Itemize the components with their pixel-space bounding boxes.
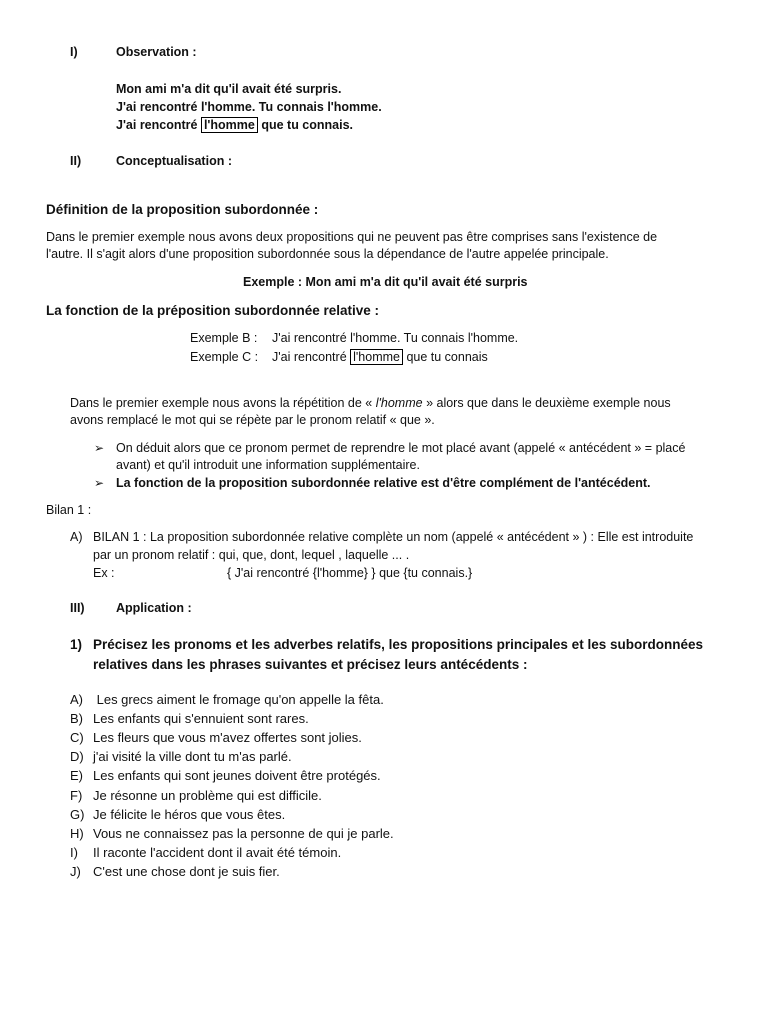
list-item bbox=[70, 692, 384, 707]
list-item bbox=[70, 730, 362, 745]
exercise-number: 1) bbox=[70, 637, 83, 652]
list-item-text: Je félicite le héros que vous êtes. bbox=[93, 807, 286, 822]
bilan-line-1: BILAN 1 : La proposition subordonnée relative complète un nom (appelé « antécédent » ) : Elle est introduite bbox=[93, 530, 694, 544]
example-b-label: Exemple B : bbox=[190, 331, 258, 345]
bullet-1-line-1: On déduit alors que ce pronom permet de reprendre le mot placé avant (appelé « antécédent » = placé bbox=[116, 441, 686, 455]
observation-line-3-start: J'ai rencontré bbox=[116, 118, 201, 132]
list-item-text: Il raconte l'accident dont il avait été témoin. bbox=[93, 845, 342, 860]
list-item bbox=[70, 864, 280, 879]
list-item-text: Les enfants qui s'ennuient sont rares. bbox=[93, 711, 309, 726]
section-2-number: II) bbox=[70, 154, 82, 168]
section-3-number: III) bbox=[70, 601, 85, 615]
list-item-letter: H) bbox=[70, 826, 84, 841]
definition-para-line-2: l'autre. Il s'agit alors d'une proposition subordonnée sous la dépendance de l'autre appelée principale. bbox=[46, 247, 609, 261]
fonction-para-line-2: avons remplacé le mot qui se répète par le pronom relatif « que ». bbox=[70, 413, 435, 427]
list-item-text: j'ai visité la ville dont tu m'as parlé. bbox=[93, 749, 292, 764]
example-c-boxed-word: l'homme bbox=[350, 349, 403, 365]
definition-heading: Définition de la proposition subordonnée : bbox=[46, 202, 319, 217]
list-item-text: Les enfants qui sont jeunes doivent être protégés. bbox=[93, 768, 381, 783]
list-item-text: Vous ne connaissez pas la personne de qui je parle. bbox=[93, 826, 394, 841]
list-item-text: Les grecs aiment le fromage qu'on appelle la fêta. bbox=[93, 692, 384, 707]
list-item bbox=[70, 749, 292, 764]
exercise-instruction-line-1: Précisez les pronoms et les adverbes relatifs, les propositions principales et les subordonnées bbox=[93, 637, 703, 652]
observation-line-3 bbox=[116, 118, 353, 132]
list-item bbox=[70, 807, 285, 822]
list-item bbox=[70, 845, 341, 860]
list-item-letter: C) bbox=[70, 730, 84, 745]
arrow-bullet-icon: ➢ bbox=[94, 441, 105, 455]
list-item bbox=[70, 711, 309, 726]
example-c-text bbox=[272, 350, 488, 364]
list-item-letter: D) bbox=[70, 749, 84, 764]
bullet-2-line-1: La fonction de la proposition subordonnée relative est d'être complément de l'antécédent. bbox=[116, 476, 651, 490]
example-b-text: J'ai rencontré l'homme. Tu connais l'homme. bbox=[272, 331, 519, 345]
bilan-letter: A) bbox=[70, 530, 83, 544]
section-3-title: Application : bbox=[116, 601, 192, 615]
observation-line-1: Mon ami m'a dit qu'il avait été surpris. bbox=[116, 82, 342, 96]
bilan-ex-label: Ex : bbox=[93, 566, 115, 580]
example-c-end: que tu connais bbox=[402, 350, 488, 364]
list-item-letter: I) bbox=[70, 845, 78, 860]
list-item-letter: J) bbox=[70, 864, 81, 879]
section-2-title: Conceptualisation : bbox=[116, 154, 232, 168]
fonction-para-italic: l'homme bbox=[375, 396, 423, 410]
bilan-heading: Bilan 1 : bbox=[46, 503, 92, 517]
list-item-letter: G) bbox=[70, 807, 85, 822]
arrow-bullet-icon: ➢ bbox=[94, 476, 105, 490]
definition-para-line-1: Dans le premier exemple nous avons deux propositions qui ne peuvent pas être comprises sans l'existence de bbox=[46, 230, 658, 244]
fonction-para-start: Dans le premier exemple nous avons la répétition de « bbox=[70, 396, 376, 410]
bilan-ex-text: { J'ai rencontré {l'homme} } que {tu connais.} bbox=[227, 566, 473, 580]
list-item-text: Les fleurs que vous m'avez offertes sont jolies. bbox=[93, 730, 362, 745]
fonction-para-end: » alors que dans le deuxième exemple nous bbox=[422, 396, 671, 410]
list-item-letter: F) bbox=[70, 788, 83, 803]
list-item bbox=[70, 826, 394, 841]
list-item-letter: A) bbox=[70, 692, 83, 707]
example-c-start: J'ai rencontré bbox=[272, 350, 351, 364]
section-1-number: I) bbox=[70, 45, 78, 59]
observation-line-2: J'ai rencontré l'homme. Tu connais l'homme. bbox=[116, 100, 382, 114]
fonction-para-line-1 bbox=[70, 396, 671, 410]
observation-boxed-word: l'homme bbox=[201, 117, 258, 133]
observation-line-3-end: que tu connais. bbox=[257, 118, 354, 132]
list-item bbox=[70, 788, 322, 803]
definition-example: Exemple : Mon ami m'a dit qu'il avait été surpris bbox=[243, 275, 528, 289]
section-1-title: Observation : bbox=[116, 45, 197, 59]
exercise-instruction-line-2: relatives dans les phrases suivantes et précisez leurs antécédents : bbox=[93, 657, 528, 672]
bullet-1-line-2: avant) et qu'il introduit une information supplémentaire. bbox=[116, 458, 420, 472]
list-item-letter: E) bbox=[70, 768, 83, 783]
fonction-heading: La fonction de la préposition subordonnée relative : bbox=[46, 303, 380, 318]
example-c-label: Exemple C : bbox=[190, 350, 259, 364]
list-item-text: Je résonne un problème qui est difficile. bbox=[93, 788, 322, 803]
bilan-line-2: par un pronom relatif : qui, que, dont, lequel , laquelle ... . bbox=[93, 548, 410, 562]
list-item bbox=[70, 768, 381, 783]
list-item-text: C'est une chose dont je suis fier. bbox=[93, 864, 280, 879]
list-item-letter: B) bbox=[70, 711, 83, 726]
